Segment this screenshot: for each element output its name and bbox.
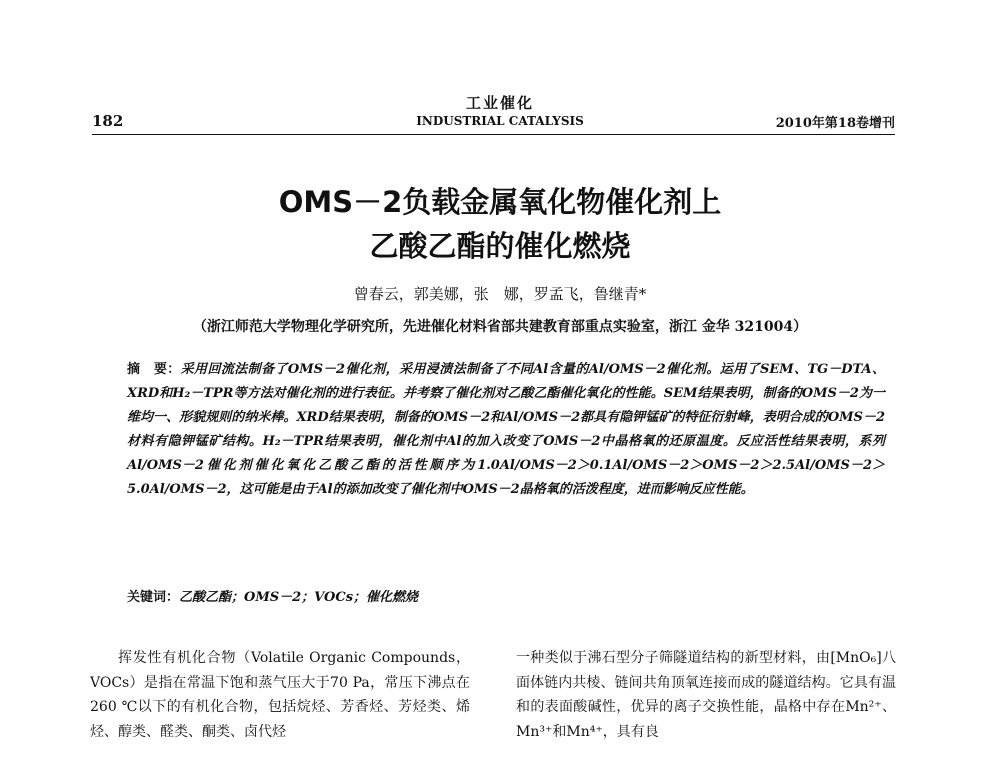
page-number: 182 bbox=[92, 112, 124, 130]
body-column-right bbox=[516, 646, 896, 744]
authors: 曾春云，郭美娜，张 娜，罗孟飞，鲁继青* bbox=[353, 285, 647, 303]
abstract-label: 摘 要： bbox=[127, 362, 181, 377]
title-line-2: 乙酸乙酯的催化燃烧 bbox=[369, 229, 631, 263]
issue-label: 2010年第18卷增刊 bbox=[775, 116, 895, 131]
title-line-1: OMS－2负载金属氧化物催化剂上 bbox=[278, 185, 722, 219]
header-rule bbox=[92, 134, 895, 135]
body-column-left bbox=[90, 646, 470, 744]
keywords bbox=[127, 586, 885, 605]
body-paragraph: 挥发性有机化合物（Volatile Organic Compounds，VOCs）是指在常温下饱和蒸气压大于70 Pa，常压下沸点在260 ℃以下的有机化合物，包括烷烃、芳香烃、芳烃类、烯烃、醇类、醛类、酮类、卤代烃 bbox=[90, 650, 470, 740]
keywords-label: 关键词： bbox=[127, 590, 180, 605]
article-title bbox=[0, 180, 1000, 268]
abstract-text: 采用回流法制备了OMS－2催化剂，采用浸渍法制备了不同Al含量的Al/OMS－2催化剂。运用了SEM、TG－DTA、XRD和H₂－TPR等方法对催化剂的进行表征。并考察了催化剂对乙酸乙酯催化氧化的性能。SEM结果表明，制备的OMS－2为一维均一、形貌规则的纳米棒。XRD结果表明，制备的OMS－2和Al/OMS－2都具有隐钾锰矿的特征衍射峰，表明合成的OMS－2材料有隐钾锰矿结构。H₂－TPR结果表明，催化剂中Al的加入改变了OMS－2中晶格氧的还原温度。反应活性结果表明，系列Al/OMS－2催化剂催化氧化乙酸乙酯的活性顺序为1.0Al/OMS－2＞0.1Al/OMS－2＞OMS－2＞2.5Al/OMS－2＞5.0Al/OMS－2，这可能是由于Al的添加改变了催化剂中OMS－2晶格氧的活泼程度，进而影响反应性能。 bbox=[127, 362, 885, 497]
journal-name-cn: 工业催化 bbox=[465, 94, 534, 112]
journal-name-en: INDUSTRIAL CATALYSIS bbox=[416, 114, 584, 128]
abstract bbox=[127, 358, 885, 502]
keywords-text: 乙酸乙酯；OMS－2；VOCs；催化燃烧 bbox=[179, 590, 419, 605]
body-paragraph: 一种类似于沸石型分子筛隧道结构的新型材料，由[MnO₆]八面体链内共棱、链间共角顶氧连接而成的隧道结构。它具有温和的表面酸碱性，优异的离子交换性能，晶格中存在Mn²⁺、Mn³⁺和Mn⁴⁺，具有良 bbox=[516, 650, 896, 740]
affiliation: （浙江师范大学物理化学研究所，先进催化材料省部共建教育部重点实验室，浙江 金华 321004） bbox=[192, 319, 808, 335]
